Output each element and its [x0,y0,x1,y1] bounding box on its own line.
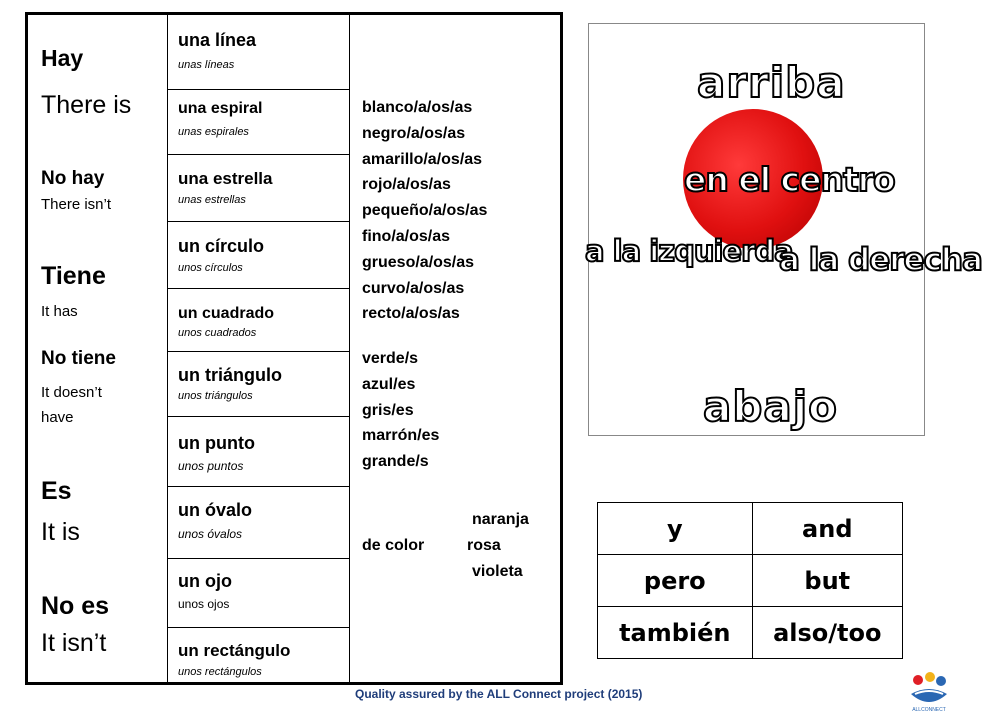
shape-singular: una estrella [178,169,273,188]
footer-credit: Quality assured by the ALL Connect project (2015) [355,687,643,701]
it-doesnt-have-label: It doesn’t have [41,384,102,426]
conjunctions-table [597,502,903,659]
color-word: rosa [467,537,501,554]
shape-plural: unos círculos [178,262,243,274]
adjective: negro/a/os/as [362,124,466,142]
shape-plural: unos rectángulos [178,666,262,678]
shape-plural: unos triángulos [178,390,253,402]
shape-row [168,90,349,155]
color-word: violeta [472,563,523,580]
conjunction-es: pero [598,555,753,607]
there-isnt-label: There isn’t [41,196,112,213]
no-hay-label: No hay [41,168,105,189]
no-tiene-label: No tiene [41,348,116,369]
logo-text: ALLCONNECT [912,707,946,713]
shape-row [168,417,349,487]
adjectives-column [350,15,560,682]
shape-row [168,352,349,417]
verbs-column [28,15,168,682]
conjunction-es: también [598,607,753,659]
adjective: amarillo/a/os/as [362,150,483,168]
shape-singular: una espiral [178,100,263,117]
shape-row [168,222,349,289]
table-row [598,555,903,607]
shape-singular: un punto [178,433,255,453]
shape-singular: un óvalo [178,500,253,520]
shape-plural: unos óvalos [178,527,243,541]
shape-singular: un círculo [178,236,265,256]
adjective: rojo/a/os/as [362,176,451,194]
adjective: azul/es [362,375,416,393]
shape-row [168,15,349,90]
adjective: grueso/a/os/as [362,253,475,271]
hay-label: Hay [41,45,84,71]
shape-row [168,289,349,352]
en-el-centro-label: en el centro [684,160,895,199]
it-is-label: It is [41,518,80,546]
shape-row [168,487,349,559]
adjective: curvo/a/os/as [362,279,465,297]
abajo-label: abajo [703,382,838,431]
adjective: fino/a/os/as [362,227,451,245]
shape-singular: un rectángulo [178,641,291,660]
adjective: pequeño/a/os/as [362,202,488,220]
tiene-label: Tiene [41,262,106,290]
it-has-label: It has [41,303,78,320]
table-row [598,503,903,555]
shape-plural: unas líneas [178,59,235,71]
color-word: naranja [472,511,529,528]
adjective-list [362,95,487,327]
derecha-label: a la derecha [779,242,982,278]
adjective: blanco/a/os/as [362,99,473,116]
vocabulary-table [25,12,563,685]
conjunction-en: also/too [752,607,902,659]
adjective: marrón/es [362,427,440,445]
shape-plural: unas espirales [178,126,249,138]
shape-singular: un triángulo [178,365,282,385]
adjective: recto/a/os/as [362,305,460,323]
shape-row [168,559,349,628]
es-label: Es [41,477,72,505]
adjective: gris/es [362,401,414,419]
there-is-label: There is [41,91,132,119]
position-illustration [585,23,982,436]
shape-row [168,628,349,685]
shape-singular: una línea [178,30,257,50]
arriba-label: arriba [697,58,846,107]
adjective: verde/s [362,350,419,367]
adjective: grande/s [362,453,429,471]
shape-plural: unos ojos [178,597,230,611]
it-isnt-label: It isn’t [41,629,107,657]
shape-plural: unos cuadrados [178,327,257,339]
conjunction-en: and [752,503,902,555]
conjunction-en: but [752,555,902,607]
de-color-label: de color [362,537,425,554]
shape-row [168,155,349,222]
table-row [598,607,903,659]
adjective-list-2 [362,346,439,475]
no-es-label: No es [41,592,110,620]
izquierda-label: a la izquierda [585,234,793,268]
shape-singular: un cuadrado [178,305,275,322]
shape-singular: un ojo [178,571,232,591]
shape-plural: unos puntos [178,459,244,473]
shape-plural: unas estrellas [178,194,246,206]
all-connect-logo [906,670,952,714]
conjunction-es: y [598,503,753,555]
shapes-column [168,15,350,682]
